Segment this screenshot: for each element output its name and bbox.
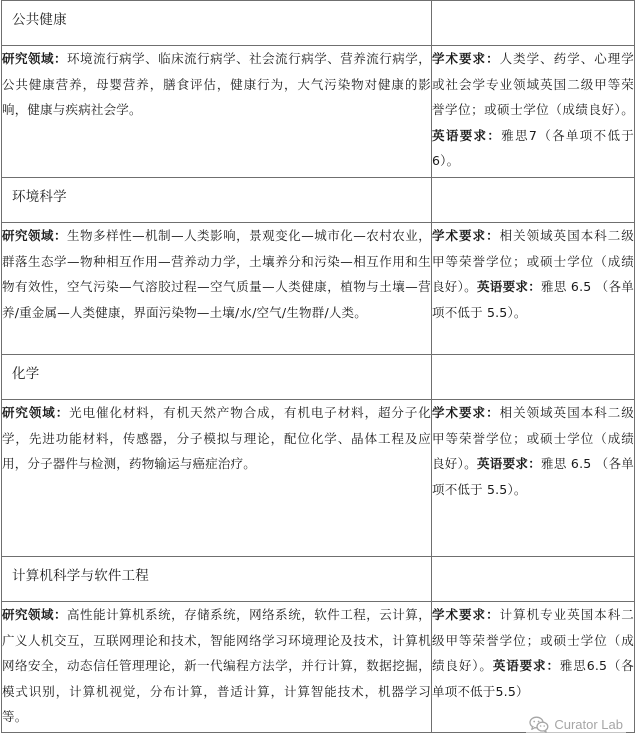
research-fields-cell <box>2 602 432 733</box>
english-label: 英语要求： <box>476 279 542 294</box>
research-label: 研究领域： <box>2 405 70 420</box>
section-header-empty-cell <box>432 178 635 223</box>
academic-text: 相关领域英国本科二级甲等荣誉学位；或硕士学位（成绩良好）。 <box>432 405 634 471</box>
programs-table <box>1 0 635 733</box>
section-content-row <box>2 223 635 355</box>
english-label: 英语要求： <box>492 658 560 673</box>
academic-label: 学术要求： <box>432 228 500 243</box>
section-header-empty-cell <box>432 355 635 400</box>
research-text: 生物多样性—机制—人类影响，景观变化—城市化—农村农业，群落生态学—物种相互作用—营养动力学，土壤养分和污染—相互作用和生物有效性，空气污染—气溶胶过程—空气质量—人类健康，植物与土壤—营养/重金属—人类健康，界面污染物—土壤/水/空气/生物群/人类。 <box>2 228 431 320</box>
english-label: 英语要求： <box>476 456 542 471</box>
academic-label: 学术要求： <box>432 607 500 622</box>
research-fields-cell <box>2 223 432 355</box>
research-fields-cell <box>2 46 432 178</box>
section-header-row <box>2 557 635 602</box>
research-text: 光电催化材料，有机天然产物合成，有机电子材料，超分子化学，先进功能材料，传感器，分子模拟与理论，配位化学、晶体工程及应用，分子器件与检测，药物输运与癌症治疗。 <box>2 405 431 471</box>
section-header-empty-cell <box>432 1 635 46</box>
english-label: 英语要求： <box>432 127 502 143</box>
section-title: 环境科学 <box>2 178 432 223</box>
requirements-cell <box>432 223 635 355</box>
section-header-row <box>2 1 635 46</box>
academic-label: 学术要求： <box>432 51 500 66</box>
english-text: 雅思 6.5 （各单项不低于 5.5）。 <box>432 279 634 320</box>
academic-label: 学术要求： <box>432 405 500 420</box>
academic-text: 人类学、药学、心理学或社会学专业领域英国二级甲等荣誉学位；或硕士学位（成绩良好）。 <box>432 51 634 117</box>
academic-text: 计算机专业英国本科二级甲等荣誉学位；或硕士学位（成绩良好）。 <box>432 607 634 673</box>
requirements-cell <box>432 46 635 178</box>
research-fields-cell <box>2 400 432 557</box>
section-title: 公共健康 <box>2 1 432 46</box>
english-text: 雅思6.5（各单项不低于5.5） <box>432 658 634 699</box>
section-title: 计算机科学与软件工程 <box>2 557 432 602</box>
requirements-cell <box>432 602 635 733</box>
wechat-icon <box>529 716 549 733</box>
research-text: 高性能计算机系统，存储系统，网络系统，软件工程，云计算，广义人机交互，互联网理论和技术，智能网络学习环境理论及技术，计算机网络安全，动态信任管理理论，新一代编程方法学，并行计算，数据挖掘，模式识别，计算机视觉，分布计算，普适计算，计算智能技术，机器学习等。 <box>2 607 431 724</box>
watermark-text: Curator Lab <box>554 717 623 732</box>
section-header-row <box>2 355 635 400</box>
english-text: 雅思7（各单项不低于6）。 <box>432 127 634 168</box>
section-title: 化学 <box>2 355 432 400</box>
requirements-cell <box>432 400 635 557</box>
section-header-empty-cell <box>432 557 635 602</box>
section-content-row <box>2 400 635 557</box>
research-label: 研究领域： <box>2 51 68 66</box>
section-header-row <box>2 178 635 223</box>
research-label: 研究领域： <box>2 228 68 243</box>
section-content-row <box>2 46 635 178</box>
academic-text: 相关领域英国本科二级甲等荣誉学位；或硕士学位（成绩良好）。 <box>432 228 634 294</box>
research-text: 环境流行病学、临床流行病学、社会流行病学、营养流行病学，公共健康营养，母婴营养，膳食评估，健康行为，大气污染物对健康的影响，健康与疾病社会学。 <box>2 51 431 117</box>
research-label: 研究领域： <box>2 607 68 622</box>
watermark <box>526 715 626 734</box>
english-text: 雅思 6.5 （各单项不低于 5.5）。 <box>432 456 634 497</box>
section-content-row <box>2 602 635 733</box>
